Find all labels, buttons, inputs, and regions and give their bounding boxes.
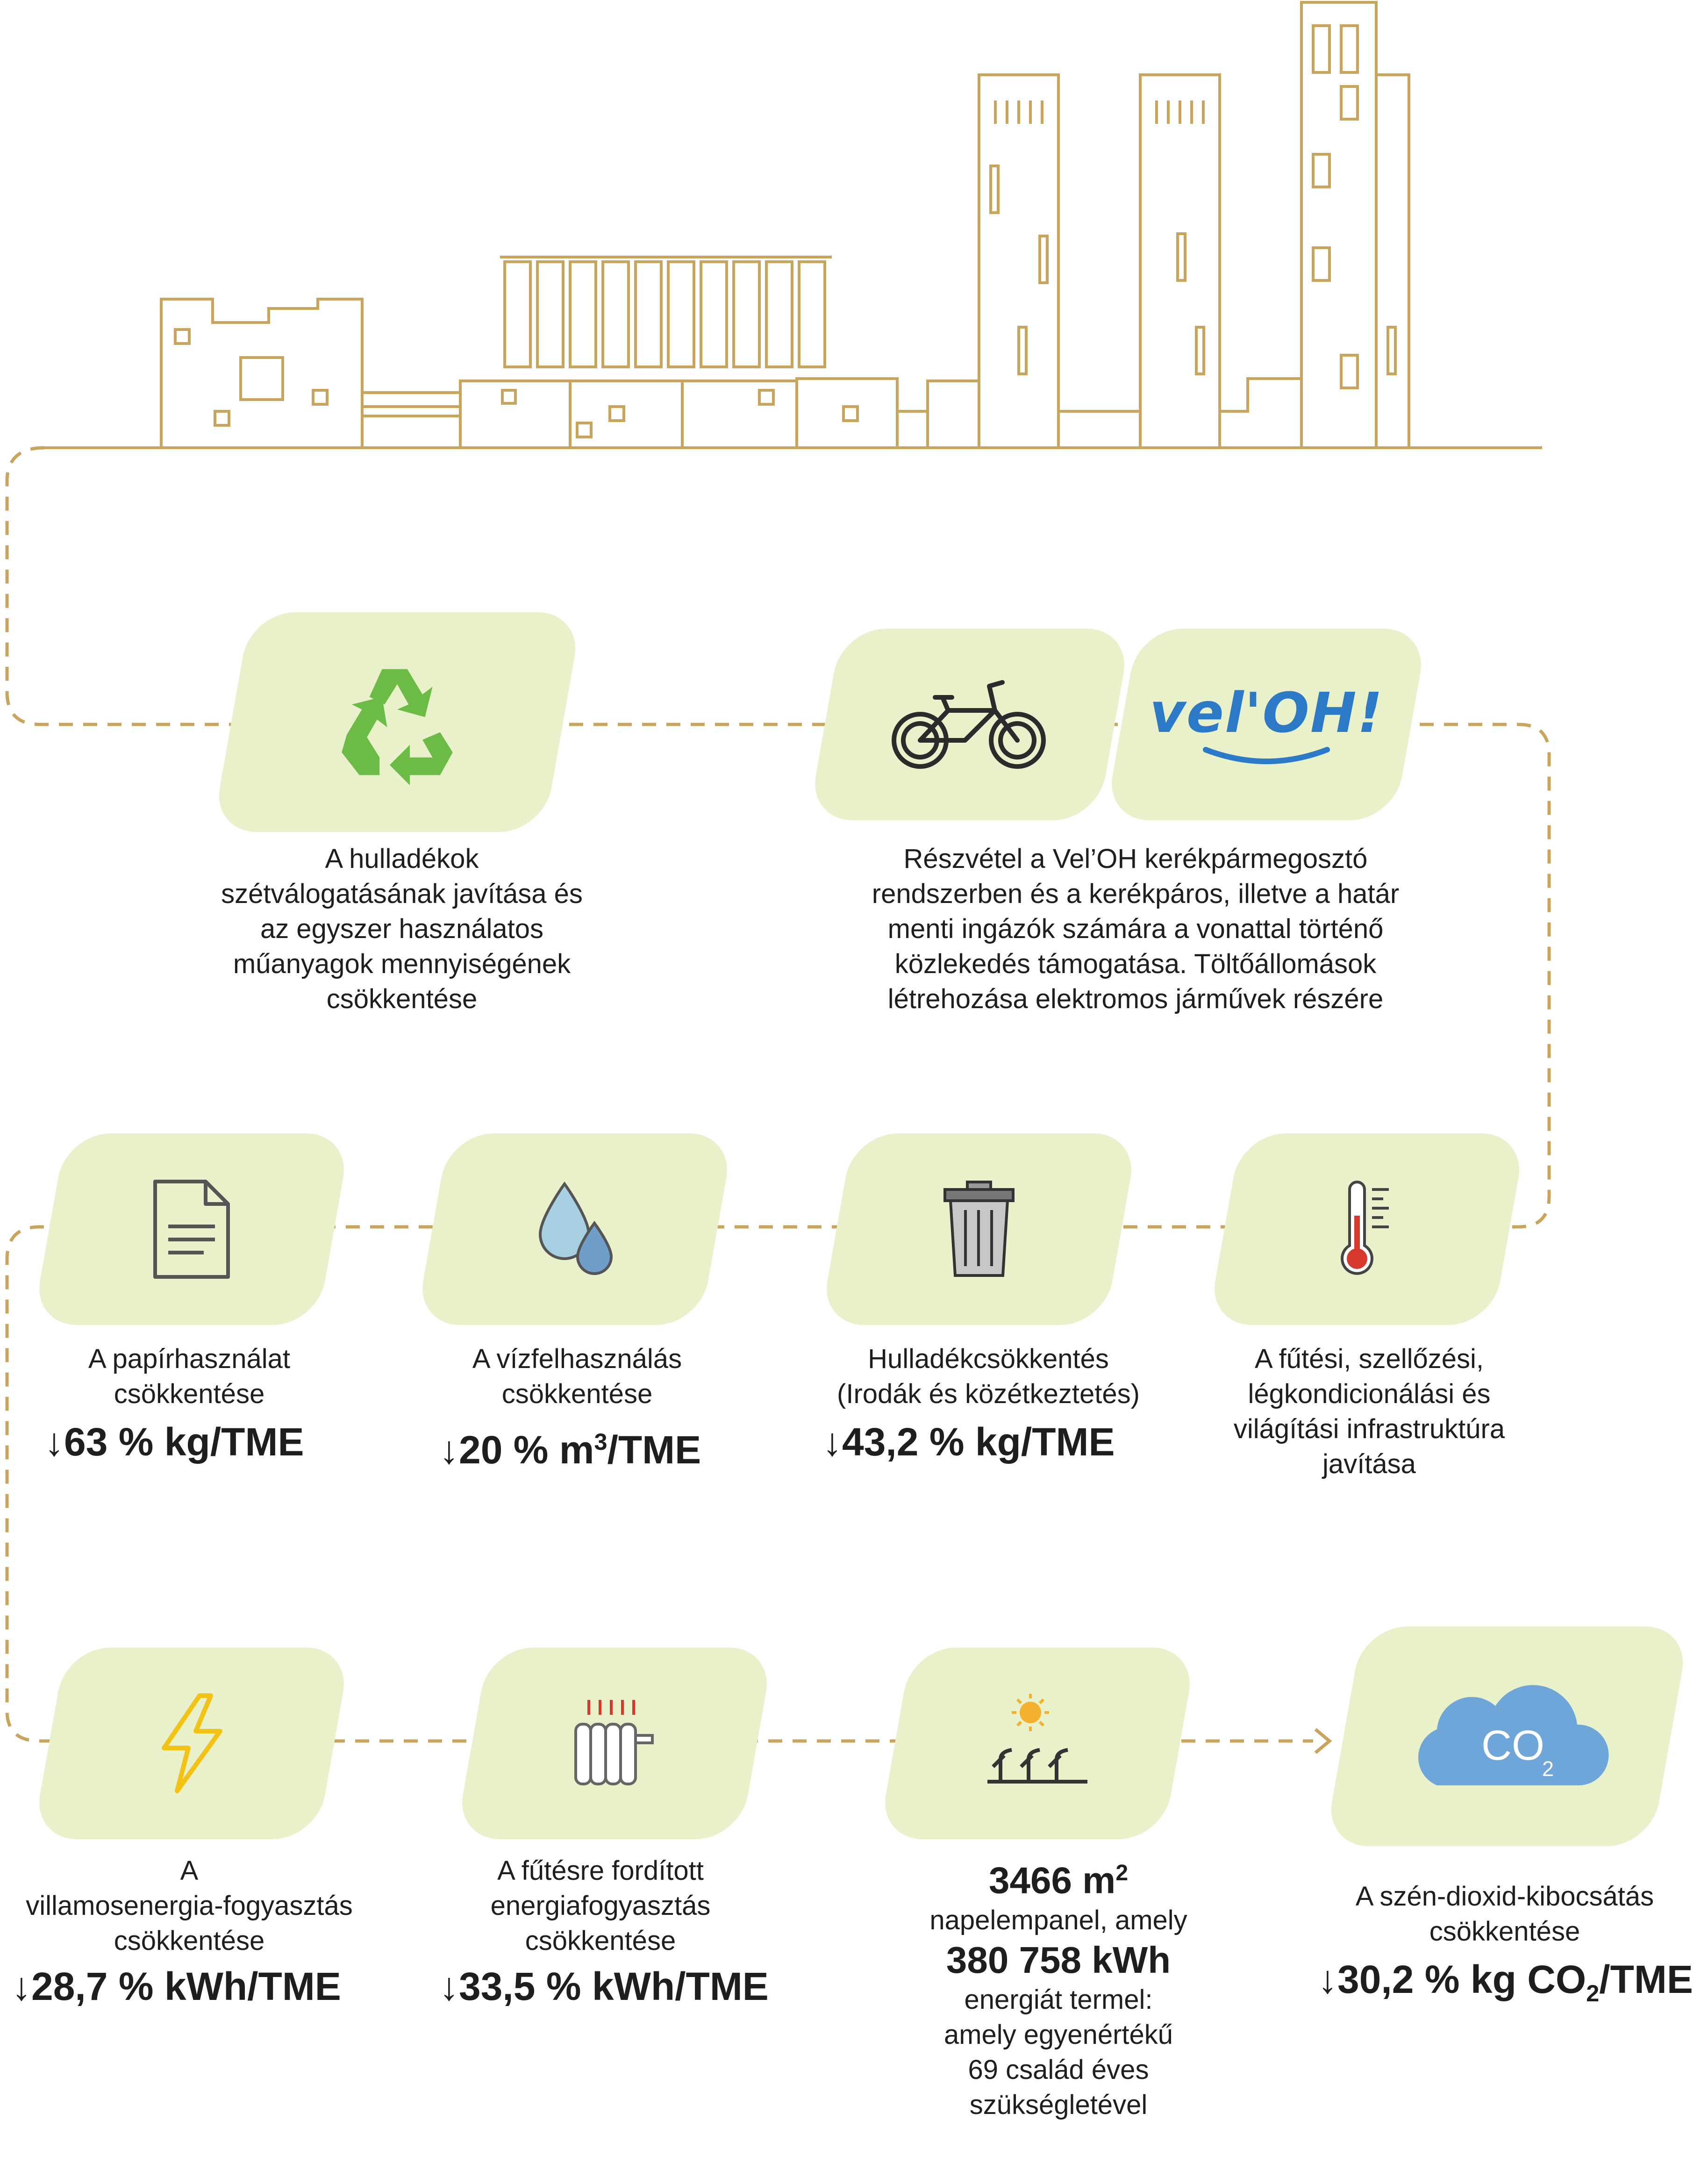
card-bicycle bbox=[808, 629, 1131, 820]
text-line: A papírhasználat bbox=[88, 1344, 291, 1374]
waste-stat bbox=[822, 1419, 1115, 1465]
stat-value: 30,2 % kg CO bbox=[1337, 1957, 1587, 2001]
stat-value: 63 % kg/TME bbox=[64, 1420, 304, 1464]
stat-value: 43,2 % kg/TME bbox=[842, 1420, 1115, 1464]
electricity-description bbox=[0, 1853, 379, 1958]
text-line: szétválogatásának javítása és bbox=[221, 879, 583, 909]
text-line: napelempanel, amely bbox=[929, 1905, 1187, 1935]
lightning-icon bbox=[157, 1692, 227, 1795]
card-solar bbox=[878, 1648, 1197, 1839]
text-line: (Irodák és közétkeztetés) bbox=[837, 1379, 1140, 1409]
text-line: csökkentése bbox=[114, 1926, 265, 1956]
recycle-icon bbox=[334, 659, 460, 785]
card-electricity bbox=[32, 1648, 351, 1839]
card-recycle bbox=[212, 612, 583, 832]
hvac-description bbox=[1192, 1341, 1547, 1482]
card-paper bbox=[32, 1133, 351, 1325]
text-line: létrehozása elektromos járművek részére bbox=[887, 984, 1384, 1014]
text-line: A vízfelhasználás bbox=[472, 1344, 682, 1374]
paper-stat bbox=[44, 1419, 304, 1465]
text-line: amely egyenértékű bbox=[943, 2019, 1173, 2050]
arrow-down-icon: ↓ bbox=[1318, 1957, 1337, 2001]
stat-value: 28,7 % kWh/TME bbox=[31, 1964, 341, 2008]
arrow-down-icon: ↓ bbox=[12, 1964, 31, 2008]
solar-area-sup: 2 bbox=[1115, 1861, 1129, 1885]
text-line: villamosenergia-fogyasztás bbox=[26, 1891, 353, 1921]
text-line: energiát termel: bbox=[964, 1984, 1153, 2015]
arrow-down-icon: ↓ bbox=[439, 1428, 459, 1472]
text-line: A bbox=[180, 1856, 199, 1886]
document-icon bbox=[150, 1178, 234, 1281]
solar-panel-icon bbox=[984, 1692, 1091, 1795]
co2-icon-sub: 2 bbox=[1542, 1757, 1554, 1781]
radiator-icon bbox=[570, 1694, 659, 1792]
text-line: légkondicionálási és bbox=[1248, 1379, 1491, 1409]
solar-energy: 380 758 kWh bbox=[946, 1939, 1171, 1981]
text-line: csökkentése bbox=[114, 1379, 265, 1409]
thermometer-icon bbox=[1336, 1180, 1397, 1278]
solar-area bbox=[860, 1851, 1257, 1903]
card-heating bbox=[455, 1648, 774, 1839]
card-water bbox=[415, 1133, 734, 1325]
text-line: Hulladékcsökkentés bbox=[868, 1344, 1109, 1374]
text-line: rendszerben és a kerékpáros, illetve a határ bbox=[872, 879, 1400, 909]
co2-description bbox=[1304, 1879, 1706, 1949]
text-line: 69 család éves bbox=[968, 2054, 1149, 2085]
veloh-logo: vel'OH! bbox=[1149, 681, 1384, 745]
text-line: energiafogyasztás bbox=[490, 1891, 711, 1921]
skyline-illustration bbox=[44, 2, 1542, 448]
text-line: A hulladékok bbox=[325, 844, 479, 874]
text-line: menti ingázók számára a vonattal történő bbox=[887, 914, 1384, 944]
stat-unit: /TME bbox=[1599, 1957, 1693, 2001]
arrow-down-icon: ↓ bbox=[44, 1420, 64, 1464]
water-stat bbox=[439, 1419, 701, 1473]
paper-description bbox=[19, 1341, 360, 1411]
card-veloh bbox=[1105, 629, 1428, 820]
flow-arrowhead bbox=[1315, 1729, 1329, 1753]
co2-cloud-icon bbox=[1402, 1678, 1612, 1795]
text-line: A fűtésre fordított bbox=[497, 1856, 704, 1886]
text-line: Részvétel a Vel’OH kerékpármegosztó bbox=[903, 844, 1368, 874]
card-waste bbox=[820, 1133, 1138, 1325]
card-co2 bbox=[1324, 1626, 1690, 1846]
heating-stat bbox=[439, 1963, 769, 2010]
text-line: A fűtési, szellőzési, bbox=[1255, 1344, 1484, 1374]
co2-icon-text: CO bbox=[1481, 1722, 1544, 1769]
bicycle-icon bbox=[890, 673, 1049, 776]
text-line: csökkentése bbox=[1429, 1916, 1580, 1947]
waste-description bbox=[797, 1341, 1180, 1411]
text-line: csökkentése bbox=[501, 1379, 653, 1409]
text-line: világítási infrastruktúra bbox=[1233, 1414, 1505, 1444]
water-drops-icon bbox=[533, 1180, 617, 1278]
text-line: műanyagok mennyiségének bbox=[233, 949, 571, 979]
veloh-smile bbox=[1196, 745, 1336, 768]
text-line: csökkentése bbox=[525, 1926, 676, 1956]
text-line: A szén-dioxid-kibocsátás bbox=[1355, 1881, 1654, 1912]
text-line: szükségletével bbox=[969, 2089, 1148, 2120]
solar-area-value: 3466 m bbox=[988, 1859, 1116, 1901]
stat-sub: 2 bbox=[1586, 1979, 1600, 2006]
co2-stat bbox=[1318, 1956, 1693, 2017]
solar-description bbox=[860, 1851, 1257, 2122]
card-hvac bbox=[1208, 1133, 1526, 1325]
recycle-description bbox=[178, 841, 626, 1017]
heating-description bbox=[416, 1853, 785, 1958]
stat-value: 20 % m bbox=[459, 1428, 594, 1472]
arrow-down-icon: ↓ bbox=[439, 1964, 459, 2008]
trash-bin-icon bbox=[939, 1180, 1019, 1278]
water-description bbox=[407, 1341, 748, 1411]
veloh-description bbox=[822, 841, 1449, 1017]
stat-value: 33,5 % kWh/TME bbox=[459, 1964, 769, 2008]
stat-unit: /TME bbox=[607, 1428, 701, 1472]
text-line: csökkentése bbox=[326, 984, 478, 1014]
electricity-stat bbox=[12, 1963, 341, 2010]
text-line: közlekedés támogatása. Töltőállomások bbox=[894, 949, 1377, 979]
stat-sup: 3 bbox=[594, 1428, 607, 1455]
arrow-down-icon: ↓ bbox=[822, 1420, 842, 1464]
text-line: az egyszer használatos bbox=[260, 914, 544, 944]
text-line: javítása bbox=[1322, 1449, 1416, 1479]
